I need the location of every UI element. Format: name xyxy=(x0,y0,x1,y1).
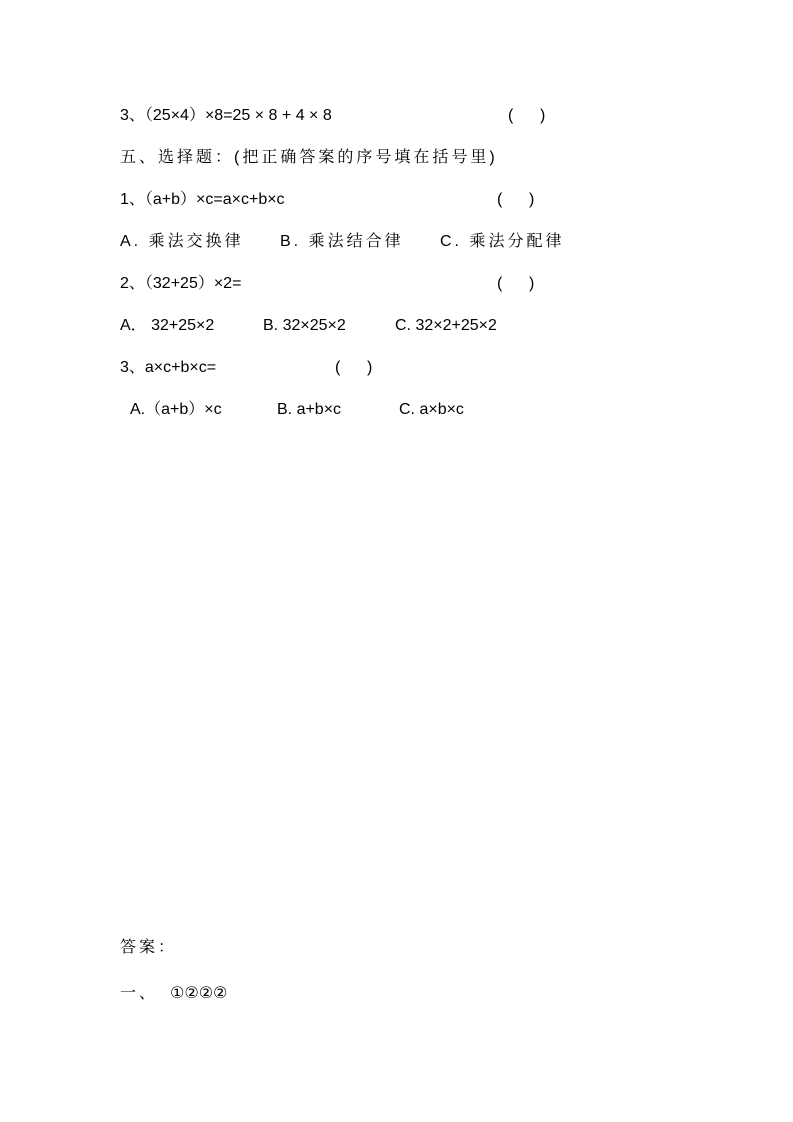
section-heading-multiple-choice: 五、选择题：(把正确答案的序号填在括号里) xyxy=(120,149,498,166)
question-3-option-a: A.（a+b）×c xyxy=(130,401,222,418)
question-3-option-b: B. a+b×c xyxy=(277,401,342,418)
answers-part-1-value: ①②②② xyxy=(170,985,228,1002)
answers-part-1-label: 一、 xyxy=(120,985,159,1002)
question-3-option-c: C. a×b×c xyxy=(399,401,464,418)
question-2-option-c: C. 32×2+25×2 xyxy=(395,317,497,334)
choice-question-1: 1、（a+b）×c=a×c+b×c xyxy=(120,191,285,208)
question-1-option-a: A. 乘法交换律 xyxy=(120,233,244,250)
answer-bracket: ( ) xyxy=(508,107,546,124)
answer-bracket: ( ) xyxy=(335,359,373,376)
choice-question-2: 2、（32+25）×2= xyxy=(120,275,242,292)
true-false-question-3: 3、（25×4）×8=25 × 8 + 4 × 8 xyxy=(120,107,332,124)
question-2-option-b: B. 32×25×2 xyxy=(263,317,346,334)
answer-bracket: ( ) xyxy=(497,191,535,208)
question-1-option-b: B. 乘法结合律 xyxy=(280,233,404,250)
choice-question-3: 3、a×c+b×c= xyxy=(120,359,217,376)
question-1-option-c: C. 乘法分配律 xyxy=(440,233,565,250)
answers-heading: 答案： xyxy=(120,939,178,956)
answer-bracket: ( ) xyxy=(497,275,535,292)
question-2-option-a: A． 32+25×2 xyxy=(120,317,215,334)
